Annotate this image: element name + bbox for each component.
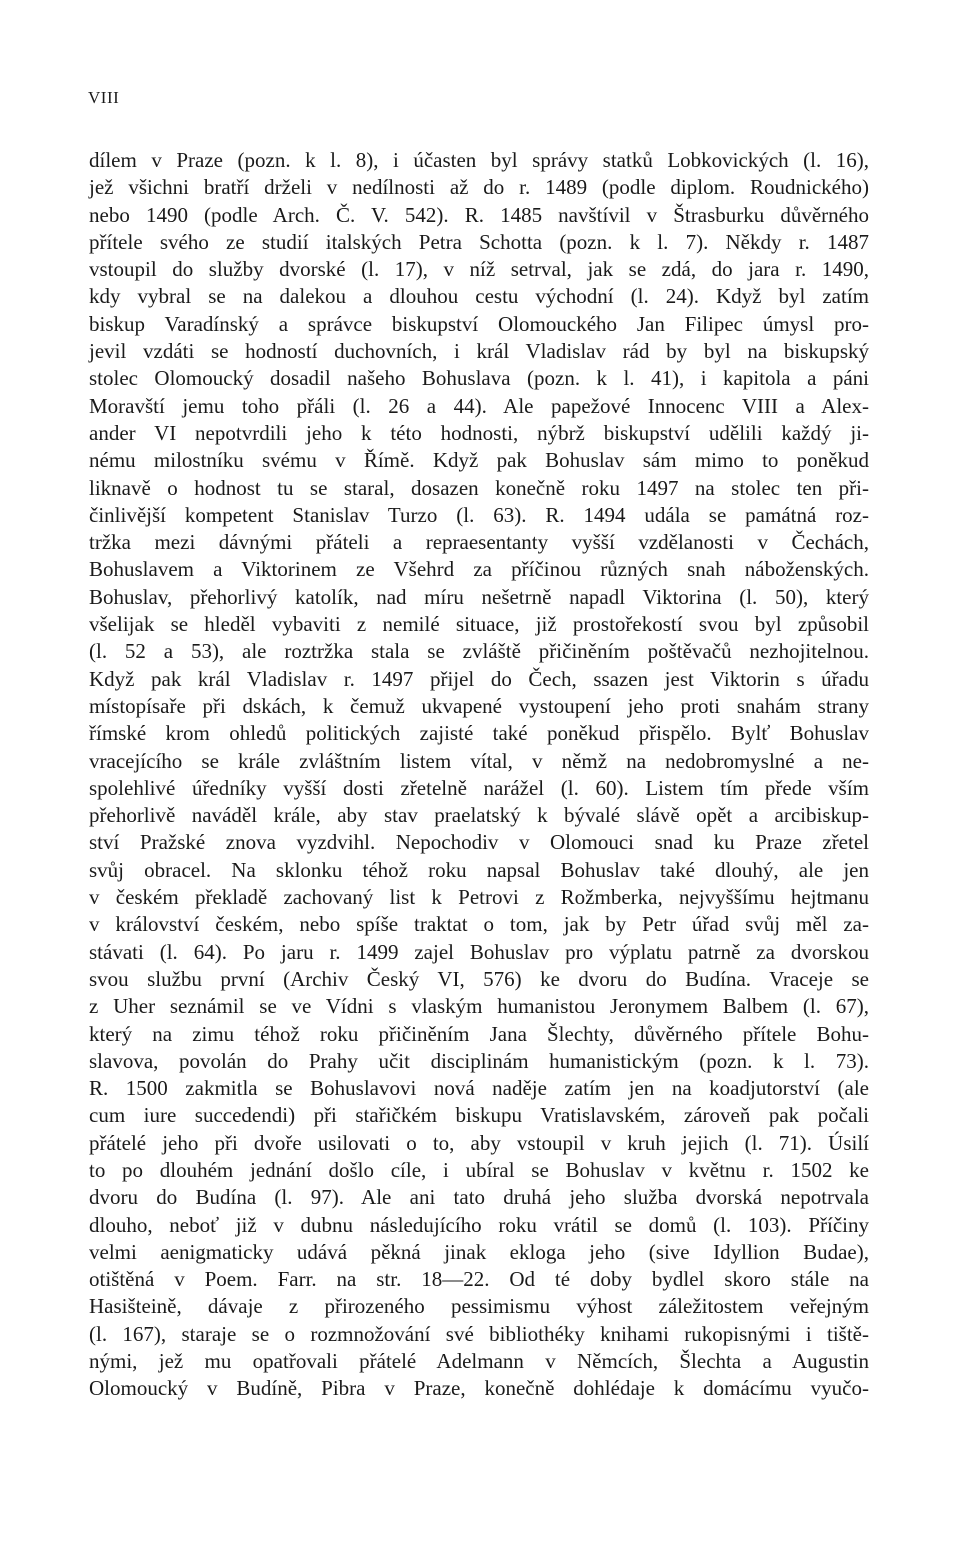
- text-line: Bohuslav, přehorlivý katolík, nad míru nešetrně napadl Viktorina (l. 50), který: [89, 584, 869, 609]
- text-line: činlivější kompetent Stanislav Turzo (l. 63). R. 1494 udála se památná roz-: [89, 502, 869, 527]
- text-line: v českém překladě zachovaný list k Petrovi z Rožmberka, nejvyššímu hejtmanu: [89, 885, 869, 910]
- text-line: který na zimu téhož roku přičiněním Jana Šlechty, důvěrného přítele Bohu-: [89, 1021, 869, 1046]
- text-line: kdy vybral se na dalekou a dlouhou cestu východní (l. 24). Když byl zatím: [89, 284, 869, 309]
- text-line: jevil vzdáti se hodností duchovních, i král Vladislav rád by byl na biskupský: [89, 339, 869, 364]
- body-text: [89, 147, 869, 1403]
- text-line: slavova, povolán do Prahy učit disciplinám humanistickým (pozn. k l. 73).: [89, 1048, 869, 1073]
- text-line: vstoupil do služby dvorské (l. 17), v níž setrval, jak se zdá, do jara r. 1490,: [89, 257, 869, 282]
- text-line: všelijak se hleděl vybaviti z nemilé situace, již prostořekostí svou byl způsobil: [89, 612, 869, 637]
- text-line: svou službu první (Archiv Český VI, 576) ke dvoru do Budína. Vraceje se: [89, 966, 869, 991]
- text-line: (l. 52 a 53), ale roztržka stala se zvláště přičiněním poštěvačů nezhojitelnou.: [89, 639, 869, 664]
- text-line: Hasišteině, dávaje z přirozeného pessimismu výhost záležitostem veřejným: [89, 1294, 869, 1319]
- text-line: velmi aenigmaticky udává pěkná jinak ekloga jeho (sive Idyllion Budae),: [89, 1239, 869, 1264]
- text-line: Moravští jemu toho přáli (l. 26 a 44). Ale papežové Innocenc VIII a Alex-: [89, 393, 869, 418]
- text-line: liknavě o hodnost tu se staral, dosazen konečně roku 1497 na stolec ten při-: [89, 475, 869, 500]
- text-line: římské krom ohledů politických zajisté také poněkud přispělo. Bylť Bohuslav: [89, 721, 869, 746]
- text-line: spolehlivé úředníky vyšší dosti zřetelně narážel (l. 60). Listem tím přede vším: [89, 775, 869, 800]
- text-line: nebo 1490 (podle Arch. Č. V. 542). R. 1485 navštívil v Štrasburku důvěrného: [89, 202, 869, 227]
- text-line: nými, jež mu opatřovali přátelé Adelmann v Němcích, Šlechta a Augustin: [89, 1349, 869, 1374]
- text-line: přehorlivě naváděl krále, aby stav praelatský k bývalé slávě opět a arcibiskup-: [89, 803, 869, 828]
- text-line: přátelé jeho při dvoře usilovati o to, aby vstoupil v kruh jejich (l. 71). Úsilí: [89, 1130, 869, 1155]
- text-line: otištěná v Poem. Farr. na str. 18—22. Od té doby bydlel skoro stále na: [89, 1267, 869, 1292]
- text-line: místopísaře při dskách, k čemuž ukvapené vystoupení jeho proti snahám strany: [89, 693, 869, 718]
- text-line: dvoru do Budína (l. 97). Ale ani tato druhá jeho služba dvorská nepotrvala: [89, 1185, 869, 1210]
- text-line: jež všichni bratří drželi v nedílnosti až do r. 1489 (podle diplom. Roudnického): [89, 175, 869, 200]
- text-line: přítele svého ze studií italských Petra Schotta (pozn. k l. 7). Někdy r. 1487: [89, 229, 869, 254]
- text-line: biskup Varadínský a správce biskupství Olomouckého Jan Filipec úmysl pro-: [89, 311, 869, 336]
- text-line: v království českém, nebo spíše traktat o tom, jak by Petr úřad svůj měl za-: [89, 912, 869, 937]
- text-line: dílem v Praze (pozn. k l. 8), i účasten byl správy statků Lobkovických (l. 16),: [89, 148, 869, 172]
- text-line: to po dlouhém jednání došlo cíle, i ubíral se Bohuslav v květnu r. 1502 ke: [89, 1157, 869, 1182]
- text-line: ství Pražské znova vyzdvihl. Nepochodiv v Olomouci snad ku Praze zřetel: [89, 830, 869, 855]
- text-line: cum iure succedendi) při stařičkém biskupu Vratislavském, zároveň pak počali: [89, 1103, 869, 1128]
- text-line: nému milostníku svému v Římě. Když pak Bohuslav sám mimo to poněkud: [89, 448, 869, 473]
- text-line: Olomoucký v Budíně, Pibra v Praze, konečně dohlédaje k domácímu vyučo-: [89, 1376, 869, 1401]
- text-line: (l. 167), staraje se o rozmnožování své bibliothéky knihami rukopisnými i tiště-: [89, 1321, 869, 1346]
- text-line: svůj obracel. Na sklonku téhož roku napsal Bohuslav také dlouhý, ale jen: [89, 857, 869, 882]
- text-line: stolec Olomoucký dosadil našeho Bohuslava (pozn. k l. 41), i kapitola a páni: [89, 366, 869, 391]
- text-line: R. 1500 zakmitla se Bohuslavovi nová naděje zatím jen na koadjutorství (ale: [89, 1076, 869, 1101]
- text-line: z Uher seznámil se ve Vídni s vlaským humanistou Jeronymem Balbem (l. 67),: [89, 994, 869, 1019]
- text-line: vracejícího se krále zvláštním listem vítal, v němž na nedobromyslné a ne-: [89, 748, 869, 773]
- page-number: VIII: [88, 88, 120, 107]
- text-line: tržka mezi dávnými přáteli a repraesentanty vyšší vzdělanosti v Čechách,: [89, 530, 869, 555]
- text-line: ander VI nepotvrdili jeho k této hodnosti, nýbrž biskupství udělili každý ji-: [89, 420, 869, 445]
- text-line: dlouho, neboť již v dubnu následujícího roku vrátil se domů (l. 103). Příčiny: [89, 1212, 869, 1237]
- text-line: Bohuslavem a Viktorinem ze Všehrd za příčinou různých snah náboženských.: [89, 557, 869, 582]
- text-line: Když pak král Vladislav r. 1497 přijel do Čech, ssazen jest Viktorin s úřadu: [89, 666, 869, 691]
- text-line: stávati (l. 64). Po jaru r. 1499 zajel Bohuslav pro výplatu patrně za dvorskou: [89, 939, 869, 964]
